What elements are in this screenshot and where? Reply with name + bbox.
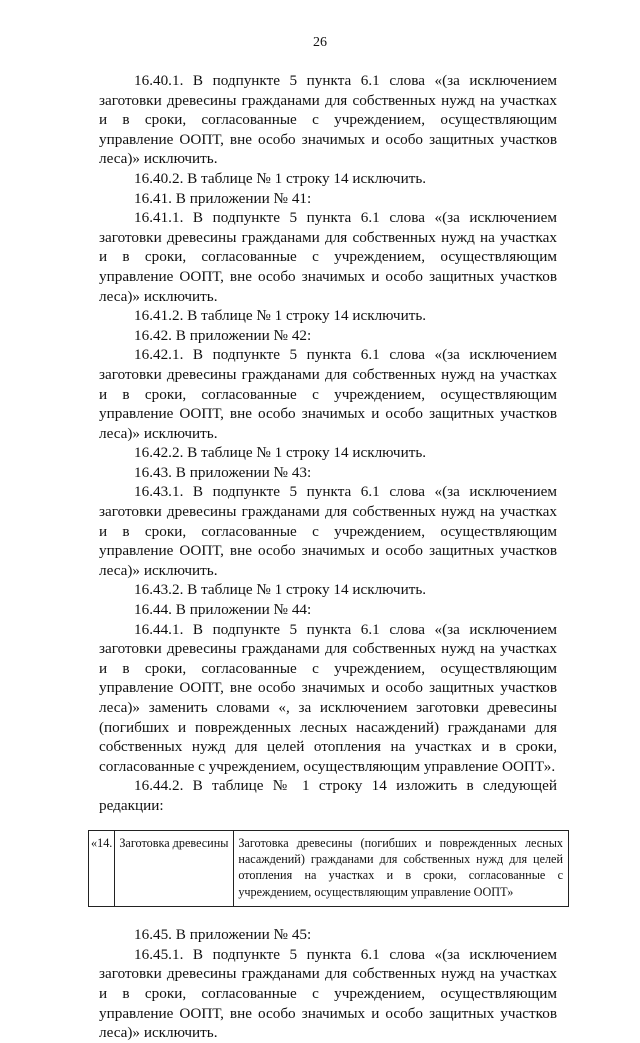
paragraph-16-41-1: 16.41.1. В подпункте 5 пункта 6.1 слова «(за исключением заготовки древесины гражданами для собственных нужд на участках и в сроки, согласованные с учреждением, осуществляющим управление ООПТ, вне особо значимых и особо защитных участков леса)» исключить.: [99, 209, 557, 305]
paragraph-16-41: 16.41. В приложении № 41:: [134, 189, 312, 207]
paragraph-16-42-1: 16.42.1. В подпункте 5 пункта 6.1 слова «(за исключением заготовки древесины гражданами для собственных нужд на участках и в сроки, согласованные с учреждением, осуществляющим управление ООПТ, вне особо значимых и особо защитных участков леса)» исключить.: [99, 346, 557, 442]
paragraph-16-44: 16.44. В приложении № 44:: [134, 601, 312, 619]
paragraph-16-42-2: 16.42.2. В таблице № 1 строку 14 исключить.: [134, 444, 427, 462]
row-name-cell: Заготовка древесины: [115, 830, 234, 907]
table-row: [89, 830, 569, 907]
paragraph-16-45-1: 16.45.1. В подпункте 5 пункта 6.1 слова «(за исключением заготовки древесины гражданами для собственных нужд на участках и в сроки, согласованные с учреждением, осуществляющим управление ООПТ, вне особо значимых и особо защитных участков леса)» исключить.: [99, 945, 557, 1042]
document-body: [91, 71, 563, 1043]
paragraph-16-44-1: 16.44.1. В подпункте 5 пункта 6.1 слова «(за исключением заготовки древесины гражданами для собственных нужд на участках и в сроки, согласованные с учреждением, осуществляющим управление ООПТ, вне особо значимых и особо защитных участков леса)» заменить словами «, за исключением заготовки древесины (погибших и поврежденных лесных насаждений) гражданами для собственных нужд для целей отопления на участках и в сроки, согласованные с учреждением, осуществляющим управление ООПТ».: [99, 620, 557, 775]
paragraph-16-44-2: 16.44.2. В таблице № 1 строку 14 изложить в следующей редакции:: [99, 777, 557, 814]
paragraph-16-41-2: 16.41.2. В таблице № 1 строку 14 исключить.: [134, 307, 427, 325]
paragraph-16-43-2: 16.43.2. В таблице № 1 строку 14 исключить.: [134, 581, 427, 599]
section-after-table: [99, 925, 557, 1043]
paragraph-16-42: 16.42. В приложении № 42:: [134, 326, 312, 344]
row-number-cell: «14.: [89, 830, 115, 907]
replacement-table: [88, 830, 569, 908]
table-row-14: [88, 830, 569, 908]
row-description-cell: Заготовка древесины (погибших и поврежденных лесных насаждений) гражданами для собственных нужд для целей отопления на участках и в сроки, согласованные с учреждением, осуществляющим управление ООПТ»: [234, 830, 569, 907]
paragraph-16-40-1: 16.40.1. В подпункте 5 пункта 6.1 слова «(за исключением заготовки древесины гражданами для собственных нужд на участках и в сроки, согласованные с учреждением, осуществляющим управление ООПТ, вне особо значимых и особо защитных участков леса)» исключить.: [99, 72, 557, 168]
paragraph-16-43: 16.43. В приложении № 43:: [134, 463, 312, 481]
paragraph-16-45: 16.45. В приложении № 45:: [134, 926, 312, 944]
paragraph-16-43-1: 16.43.1. В подпункте 5 пункта 6.1 слова «(за исключением заготовки древесины гражданами для собственных нужд на участках и в сроки, согласованные с учреждением, осуществляющим управление ООПТ, вне особо значимых и особо защитных участков леса)» исключить.: [99, 483, 557, 579]
paragraph-16-40-2: 16.40.2. В таблице № 1 строку 14 исключить.: [134, 169, 427, 187]
page-number: 26: [313, 35, 327, 50]
